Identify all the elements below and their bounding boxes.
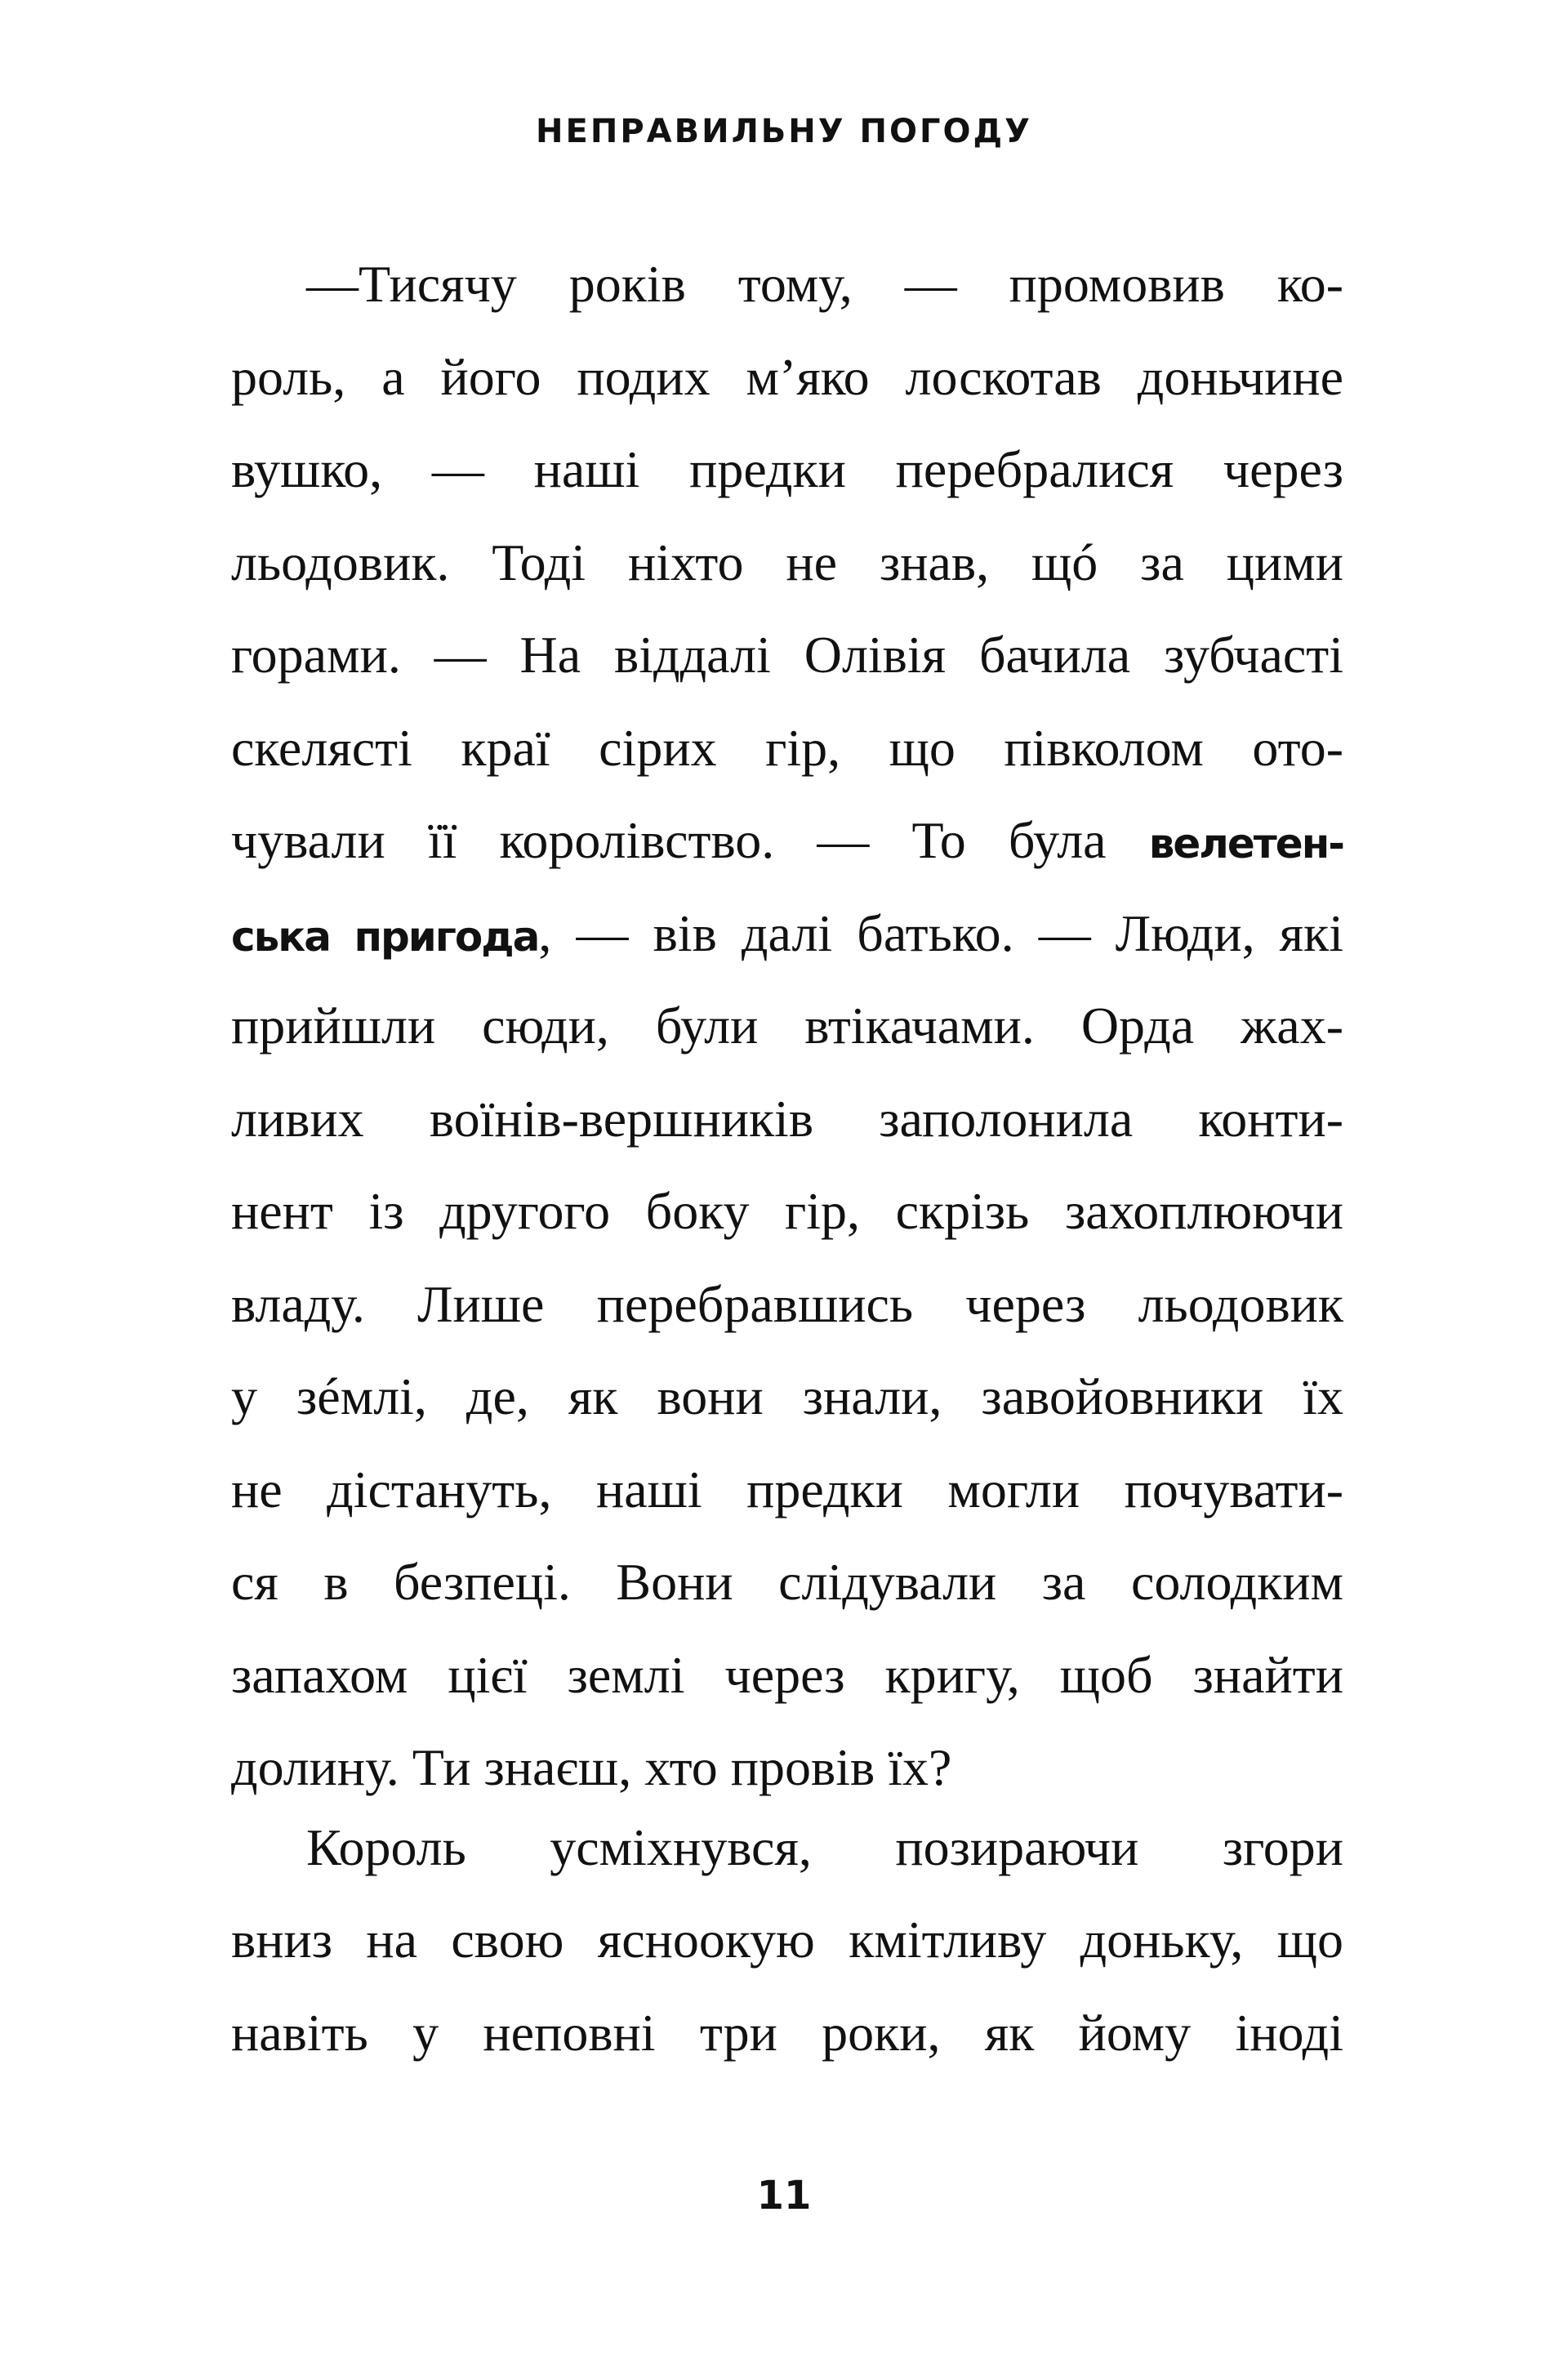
line-text: ся в безпеці. Вони слідували за солодким xyxy=(231,1553,1343,1611)
emphasis-text: ська пригода xyxy=(231,912,539,961)
text-line xyxy=(231,1350,1343,1443)
line-text: запахом цієї землі через кригу, щоб знайти xyxy=(231,1645,1343,1704)
line-text: нент із другого боку гір, скрізь захоплюючи xyxy=(231,1182,1343,1240)
text-line xyxy=(306,238,1343,331)
text-line xyxy=(231,979,1343,1073)
text-line xyxy=(231,1443,1343,1536)
text-line xyxy=(231,1073,1343,1166)
text-line xyxy=(231,1721,1343,1814)
text-line xyxy=(231,1536,1343,1629)
line-text: долину. Ти знаєш, хто провів їх? xyxy=(231,1738,952,1796)
line-text: Король усміхнувся, позираючи згори xyxy=(306,1818,1343,1876)
line-text: навіть у неповні три роки, як йому іноді xyxy=(231,2004,1343,2062)
text-line xyxy=(231,423,1343,516)
text-line xyxy=(231,1629,1343,1722)
text-line xyxy=(231,702,1343,795)
line-text: вушко, — наші предки перебралися через xyxy=(231,440,1343,498)
text-line xyxy=(231,794,1343,887)
line-text: вниз на свою ясноокую кмітливу доньку, що xyxy=(231,1911,1343,1969)
line-text: горами. — На віддалі Олівія бачила зубчасті xyxy=(231,626,1343,684)
line-text: ливих воїнів-вершників заполонила конти- xyxy=(231,1089,1343,1148)
line-text: у зéмлі, де, як вони знали, завойовники їх xyxy=(231,1367,1343,1425)
page-number: 11 xyxy=(756,2173,812,2219)
text-line xyxy=(231,1165,1343,1258)
text-line xyxy=(231,516,1343,609)
line-text: льодовик. Тоді ніхто не знав, щó за цими xyxy=(231,533,1343,591)
text-line xyxy=(231,1893,1343,1987)
running-header: НЕПРАВИЛЬНУ ПОГОДУ xyxy=(536,113,1032,150)
line-text: прийшли сюди, були втікачами. Орда жах- xyxy=(231,997,1343,1055)
line-text: скелясті краї сірих гір, що півколом ото- xyxy=(231,718,1343,777)
line-text: роль, а його подих м’яко лоскотав доньчине xyxy=(231,347,1343,406)
line-text: владу. Лише перебравшись через льодовик xyxy=(231,1274,1343,1333)
text-line xyxy=(231,1987,1343,2080)
line-text: , — вів далі батько. — Люди, які xyxy=(538,903,1343,962)
line-text: чували її королівство. — То була xyxy=(231,811,1149,869)
text-line xyxy=(231,609,1343,702)
line-text: не дістануть, наші предки могли почувати- xyxy=(231,1460,1343,1518)
text-line xyxy=(231,887,1343,980)
text-line xyxy=(306,1801,1343,1894)
text-line xyxy=(231,331,1343,424)
line-text: —Тисячу років тому, — промовив ко- xyxy=(306,255,1343,313)
emphasis-text: велетен- xyxy=(1148,820,1343,867)
text-line xyxy=(231,1258,1343,1351)
